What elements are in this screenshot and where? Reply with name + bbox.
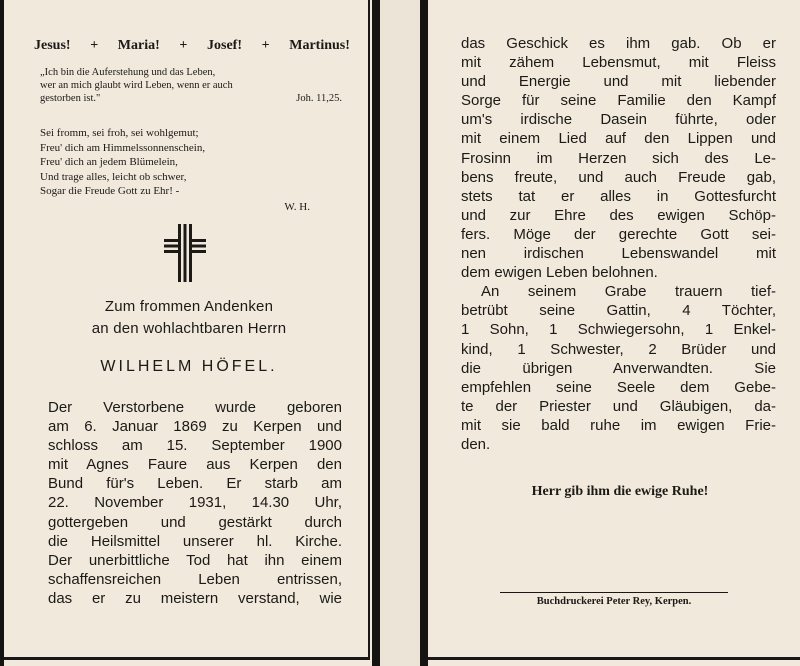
body-line: die übrigen Anverwandten. Sie bbox=[461, 359, 776, 377]
body-line: te der Priester und Gläubigen, da- bbox=[461, 397, 776, 415]
body-line: betrübt seine Gattin, 4 Töchter, bbox=[461, 302, 776, 320]
body-line: 1 Sohn, 1 Schwiegersohn, 1 Enkel- bbox=[461, 321, 776, 339]
body-line: 22. November 1931, 14.30 Uhr, bbox=[48, 494, 342, 512]
card-gutter bbox=[372, 0, 428, 666]
body-line: gottergeben und gestärkt durch bbox=[48, 513, 342, 531]
body-line: und Energie und mit liebender bbox=[461, 73, 776, 91]
invocation-martinus: Martinus! bbox=[289, 38, 350, 53]
memorial-heading bbox=[34, 296, 344, 340]
body-line: am 6. Januar 1869 zu Kerpen und bbox=[48, 418, 342, 436]
memorial-line: an den wohlachtbaren Herrn bbox=[91, 320, 287, 337]
body-line: und zur Ehre des ewigen Schöp- bbox=[461, 206, 776, 224]
body-line: schloss am 15. September 1900 bbox=[48, 437, 342, 455]
invocation-separator: + bbox=[90, 38, 99, 53]
poem-line: Sei fromm, sei froh, sei wohlgemut; bbox=[40, 127, 199, 139]
quote-line: gestorben ist." bbox=[40, 93, 101, 104]
invocation-separator: + bbox=[261, 38, 270, 53]
poem-line: Freu' dich an jedem Blümelein, bbox=[40, 156, 178, 168]
printer-imprint: Buchdruckerei Peter Rey, Kerpen. bbox=[500, 592, 728, 607]
quote-line: „Ich bin die Auferstehung und das Leben, bbox=[40, 67, 216, 78]
cross-icon bbox=[164, 224, 206, 282]
body-line: Bund für's Leben. Er starb am bbox=[48, 475, 342, 493]
body-line: Der Verstorbene wurde geboren bbox=[48, 399, 342, 416]
quote-line: wer an mich glaubt wird Leben, wenn er auch bbox=[40, 80, 233, 91]
body-line: mit zähem Lebensmut, mit Fleiss bbox=[461, 54, 776, 72]
body-line: mit sie bald ruhe im ewigen Frie- bbox=[461, 416, 776, 434]
gutter-border bbox=[372, 0, 380, 666]
body-line: dem ewigen Leben belohnen. bbox=[461, 264, 658, 282]
body-line: mit Agnes Faure aus Kerpen den bbox=[48, 456, 342, 474]
gutter-border bbox=[420, 0, 428, 666]
poem-line: Freu' dich am Himmelssonnenschein, bbox=[40, 141, 206, 154]
invocation-maria: Maria! bbox=[117, 38, 160, 53]
poem bbox=[40, 126, 310, 214]
body-line: fers. Möge der gerechte Gott sei- bbox=[461, 225, 776, 243]
body-line: um's irdische Dasein führte, oder bbox=[461, 111, 776, 129]
invocation-line bbox=[34, 38, 350, 54]
body-line: bens freute, und auch Freude gab, bbox=[461, 168, 776, 186]
body-line: den. bbox=[461, 435, 491, 453]
body-line: empfehlen seine Seele dem Gebe- bbox=[461, 378, 776, 396]
left-card bbox=[0, 0, 372, 666]
body-line: Frosinn im Herzen sich des Le- bbox=[461, 149, 776, 167]
poem-line: Sogar die Freude Gott zu Ehr! - bbox=[40, 185, 180, 197]
memorial-line: Zum frommen Andenken bbox=[104, 298, 274, 315]
body-line: das Geschick es ihm gab. Ob er bbox=[461, 35, 776, 52]
poem-author: W. H. bbox=[284, 200, 310, 213]
closing-prayer: Herr gib ihm die ewige Ruhe! bbox=[531, 484, 709, 499]
body-line: Der unerbittliche Tod hat ihn einem bbox=[48, 551, 342, 569]
scripture-quote bbox=[40, 66, 342, 105]
body-line: das er zu meistern verstand, wie bbox=[48, 589, 342, 607]
body-line: die Heilsmittel unserer hl. Kirche. bbox=[48, 532, 342, 550]
body-line: schaffensreichen Leben entrissen, bbox=[48, 570, 342, 588]
invocation-jesus: Jesus! bbox=[34, 38, 71, 53]
deceased-name: WILHELM HÖFEL. bbox=[100, 358, 278, 375]
left-body-text bbox=[48, 398, 342, 608]
body-line: kind, 1 Schwester, 2 Brüder und bbox=[461, 340, 776, 358]
invocation-separator: + bbox=[179, 38, 188, 53]
body-line: nen irdischen Lebenswandel mit bbox=[461, 245, 776, 263]
body-line: Sorge für seine Familie den Kampf bbox=[461, 92, 776, 110]
poem-line: Und trage alles, leicht ob schwer, bbox=[40, 170, 187, 183]
invocation-josef: Josef! bbox=[207, 38, 243, 53]
quote-last-line bbox=[40, 92, 342, 105]
body-line: An seinem Grabe trauern tief- bbox=[481, 283, 776, 301]
body-line: stets tat er alles in Gottesfurcht bbox=[461, 187, 776, 205]
right-body-text bbox=[461, 34, 776, 454]
body-line: mit einem Lied auf den Lippen und bbox=[461, 130, 776, 148]
quote-reference: Joh. 11,25. bbox=[296, 93, 342, 104]
